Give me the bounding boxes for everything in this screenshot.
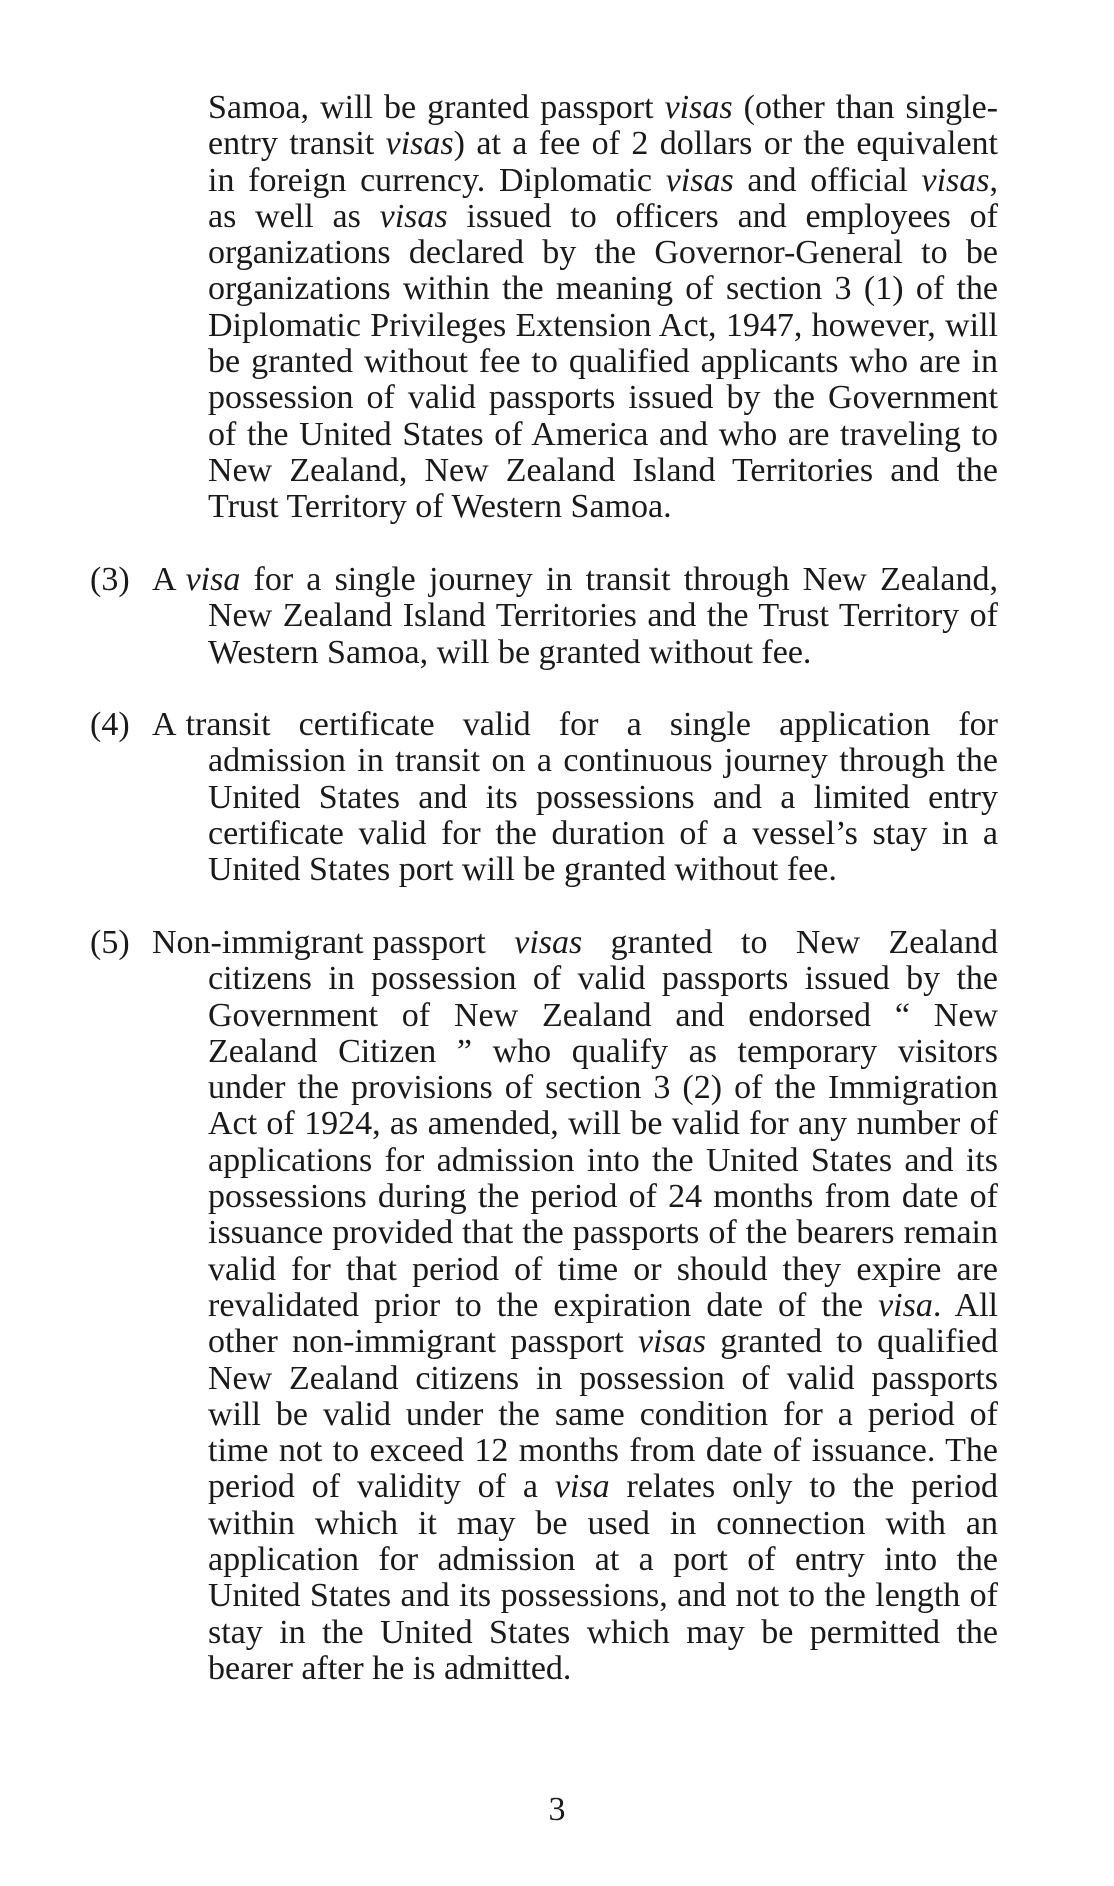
italic-term: visas	[921, 161, 990, 199]
paragraph-number: (4) A	[90, 706, 177, 743]
italic-term: visas	[385, 125, 454, 163]
paragraph-number: (3) A	[90, 561, 177, 598]
text-run: passport	[372, 924, 515, 961]
italic-term: visas	[665, 161, 734, 199]
paragraph-body	[208, 924, 998, 1687]
paragraph-4	[90, 706, 998, 889]
italic-term: visas	[379, 197, 448, 235]
text-run: and official	[733, 161, 922, 199]
paragraph-body	[186, 561, 998, 671]
text-run: Samoa, will be granted passport	[208, 89, 665, 126]
continued-paragraph	[208, 90, 998, 526]
italic-term: visas	[637, 1323, 706, 1361]
italic-term: visas	[664, 89, 733, 126]
italic-term: visa	[185, 561, 241, 598]
text-run: granted to qualified New Zealand citizens in possession of valid passports will be valid under the same condition for a period of time not to exceed 12 months from date of issuance. The period of validity of a	[208, 1323, 998, 1506]
text-run: . All other non-immigrant passport	[208, 1286, 998, 1361]
text-run: granted to New Zealand citizens in possession of valid passports issued by the Government of New Zealand and endorsed “ New Zealand Citizen ” who qualify as temporary visitors under the provisions of section 3 (2) of the Immigration Act of 1924, as amended, will be valid for any number of applications for admission into the United States and its possessions during the period of 24 months from date of issuance provided that the passports of the bearers remain valid for that period of time or should they expire are revalidated prior to the expiration date of the	[208, 924, 998, 1324]
text-run: (other than single-entry transit	[208, 89, 998, 163]
paragraph-5	[90, 924, 998, 1687]
italic-term: visas	[514, 924, 583, 961]
page-number: 3	[548, 1791, 566, 1828]
text-run: issued to officers and employees of organizations declared by the Governor-General to be organizations within the meaning of section 3 (1) of the Diplomatic Privileges Extension Act, 1947, however, will be granted without fee to qualified applicants who are in possession of valid passports issued by the Government of the United States of America and who are traveling to New Zealand, New Zealand Island Territories and the Trust Territory of Western Samoa.	[208, 197, 999, 526]
text-run: , as well as	[208, 161, 998, 235]
paragraph-number: (5) Non-immigrant	[90, 924, 364, 961]
text-run: relates only to the period within which it may be used in connection with an application for admission at a port of entry into the United States and its possessions, and not to the length of stay in the United States which may be permitted the bearer after he is admitted.	[208, 1468, 998, 1687]
text-run: ) at a fee of 2 dollars or the equivalent in foreign currency. Diplomatic	[208, 125, 998, 199]
paragraph-3	[90, 561, 998, 671]
text-run: for a single journey in transit through New Zealand, New Zealand Island Territories and the Trust Territory of Western Samoa, will be granted without fee.	[208, 561, 998, 671]
italic-term: visa	[554, 1468, 610, 1506]
italic-term: visa	[878, 1286, 933, 1324]
text-run: transit certificate valid for a single application for admission in transit on a continuous journey through the United States and its possessions and a limited entry certificate valid for the duration of a vessel’s stay in a United States port will be granted without fee.	[185, 706, 998, 889]
paragraph-body	[186, 706, 998, 888]
